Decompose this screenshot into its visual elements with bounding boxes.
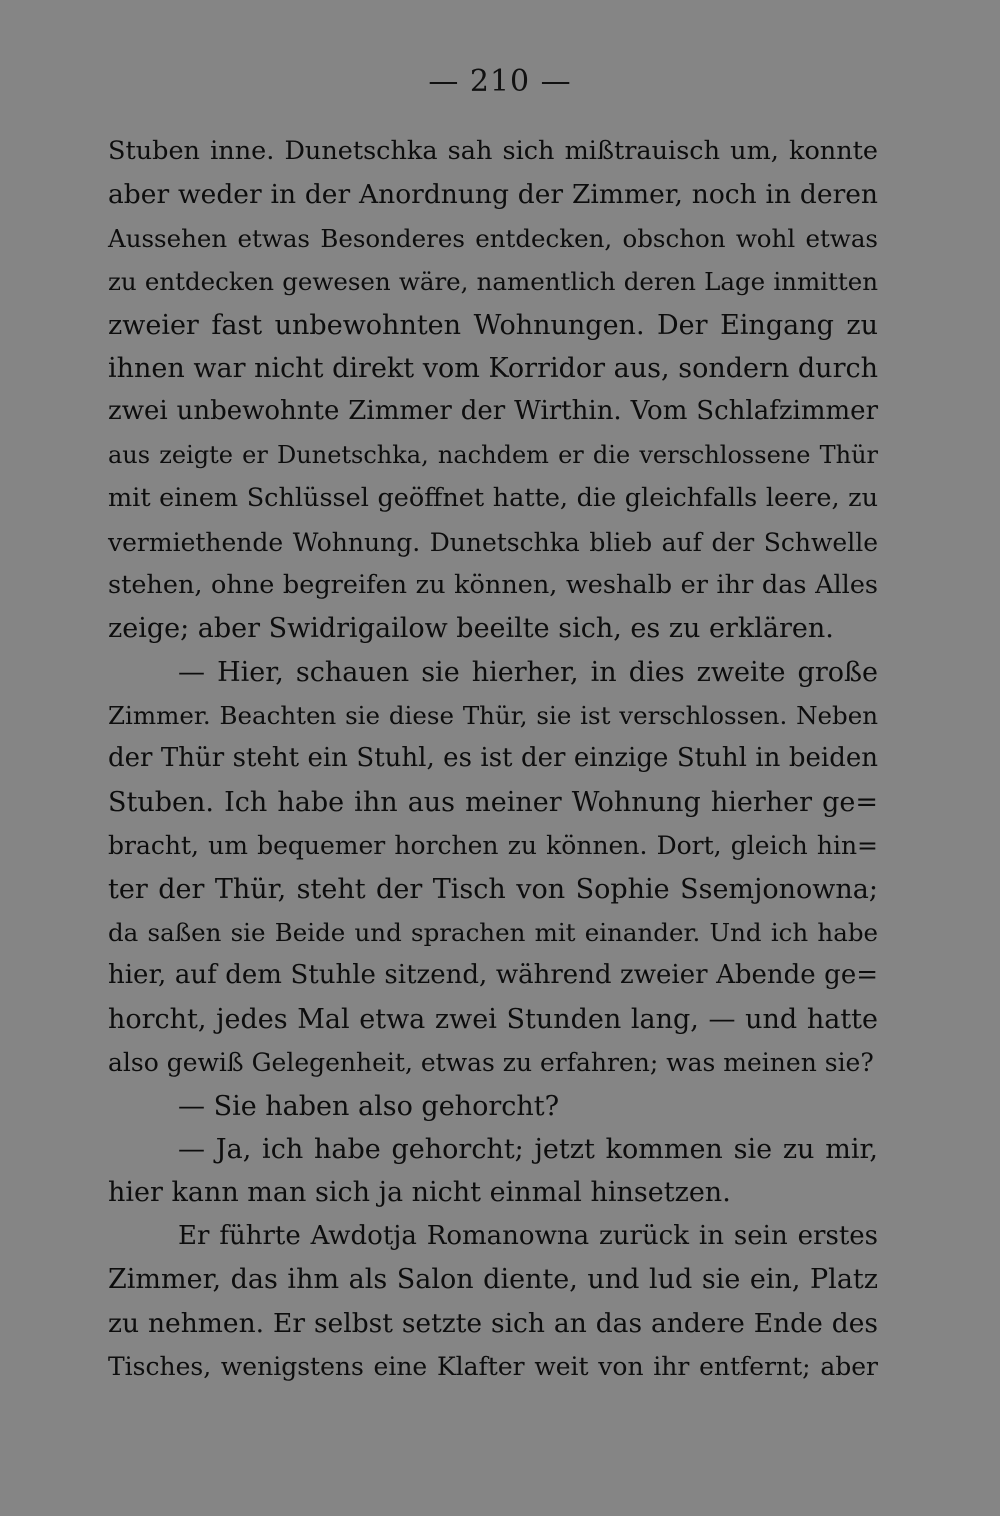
text-line: — Ja, ich habe gehorcht; jetzt kommen sie zu mir,: [178, 1133, 878, 1165]
text-line: hier kann man sich ja nicht einmal hinsetzen.: [108, 1177, 731, 1209]
text-line: Stuben inne. Dunetschka sah sich mißtrauisch um, konnte: [108, 136, 878, 166]
text-line: mit einem Schlüssel geöffnet hatte, die gleichfalls leere, zu: [108, 483, 878, 514]
text-line: Stuben. Ich habe ihn aus meiner Wohnung hierher ge=: [108, 786, 878, 818]
text-line: zwei unbewohnte Zimmer der Wirthin. Vom Schlafzimmer: [108, 396, 878, 427]
text-line: der Thür steht ein Stuhl, es ist der einzige Stuhl in beiden: [108, 743, 878, 774]
text-line: ihnen war nicht direkt vom Korridor aus, sondern durch: [108, 352, 878, 384]
text-line: zeige; aber Swidrigailow beeilte sich, es zu erklären.: [108, 613, 834, 645]
page-number: — 210 —: [428, 64, 572, 99]
text-line: zweier fast unbewohnten Wohnungen. Der Eingang zu: [108, 309, 878, 341]
text-line: da saßen sie Beide und sprachen mit einander. Und ich habe: [108, 918, 878, 948]
text-line: — Sie haben also gehorcht?: [178, 1090, 560, 1122]
text-line: Zimmer. Beachten sie diese Thür, sie ist verschlossen. Neben: [108, 701, 878, 731]
text-line: — Hier, schauen sie hierher, in dies zweite große: [178, 656, 878, 688]
text-line: bracht, um bequemer horchen zu können. Dort, gleich hin=: [108, 831, 878, 861]
text-line: also gewiß Gelegenheit, etwas zu erfahren; was meinen sie?: [108, 1048, 874, 1078]
text-line: vermiethende Wohnung. Dunetschka blieb auf der Schwelle: [108, 527, 878, 557]
text-line: aber weder in der Anordnung der Zimmer, noch in deren: [108, 179, 878, 211]
text-line: Tisches, wenigstens eine Klafter weit von ihr entfernt; aber: [108, 1351, 878, 1381]
body-text: [108, 130, 878, 1388]
text-line: hier, auf dem Stuhle sitzend, während zweier Abende ge=: [108, 960, 878, 991]
text-line: zu nehmen. Er selbst setzte sich an das andere Ende des: [108, 1307, 878, 1339]
text-line: Zimmer, das ihm als Salon diente, und lud sie ein, Platz: [108, 1264, 878, 1296]
text-line: Aussehen etwas Besonderes entdecken, obschon wohl etwas: [108, 223, 878, 253]
text-line: aus zeigte er Dunetschka, nachdem er die verschlossene Thür: [108, 440, 878, 469]
text-line: Er führte Awdotja Romanowna zurück in sein erstes: [178, 1220, 878, 1251]
text-line: zu entdecken gewesen wäre, namentlich deren Lage inmitten: [108, 267, 878, 297]
text-line: stehen, ohne begreifen zu können, weshalb er ihr das Alles: [108, 569, 878, 600]
text-line: ter der Thür, steht der Tisch von Sophie Ssemjonowna;: [108, 873, 878, 905]
text-line: horcht, jedes Mal etwa zwei Stunden lang, — und hatte: [108, 1003, 878, 1035]
